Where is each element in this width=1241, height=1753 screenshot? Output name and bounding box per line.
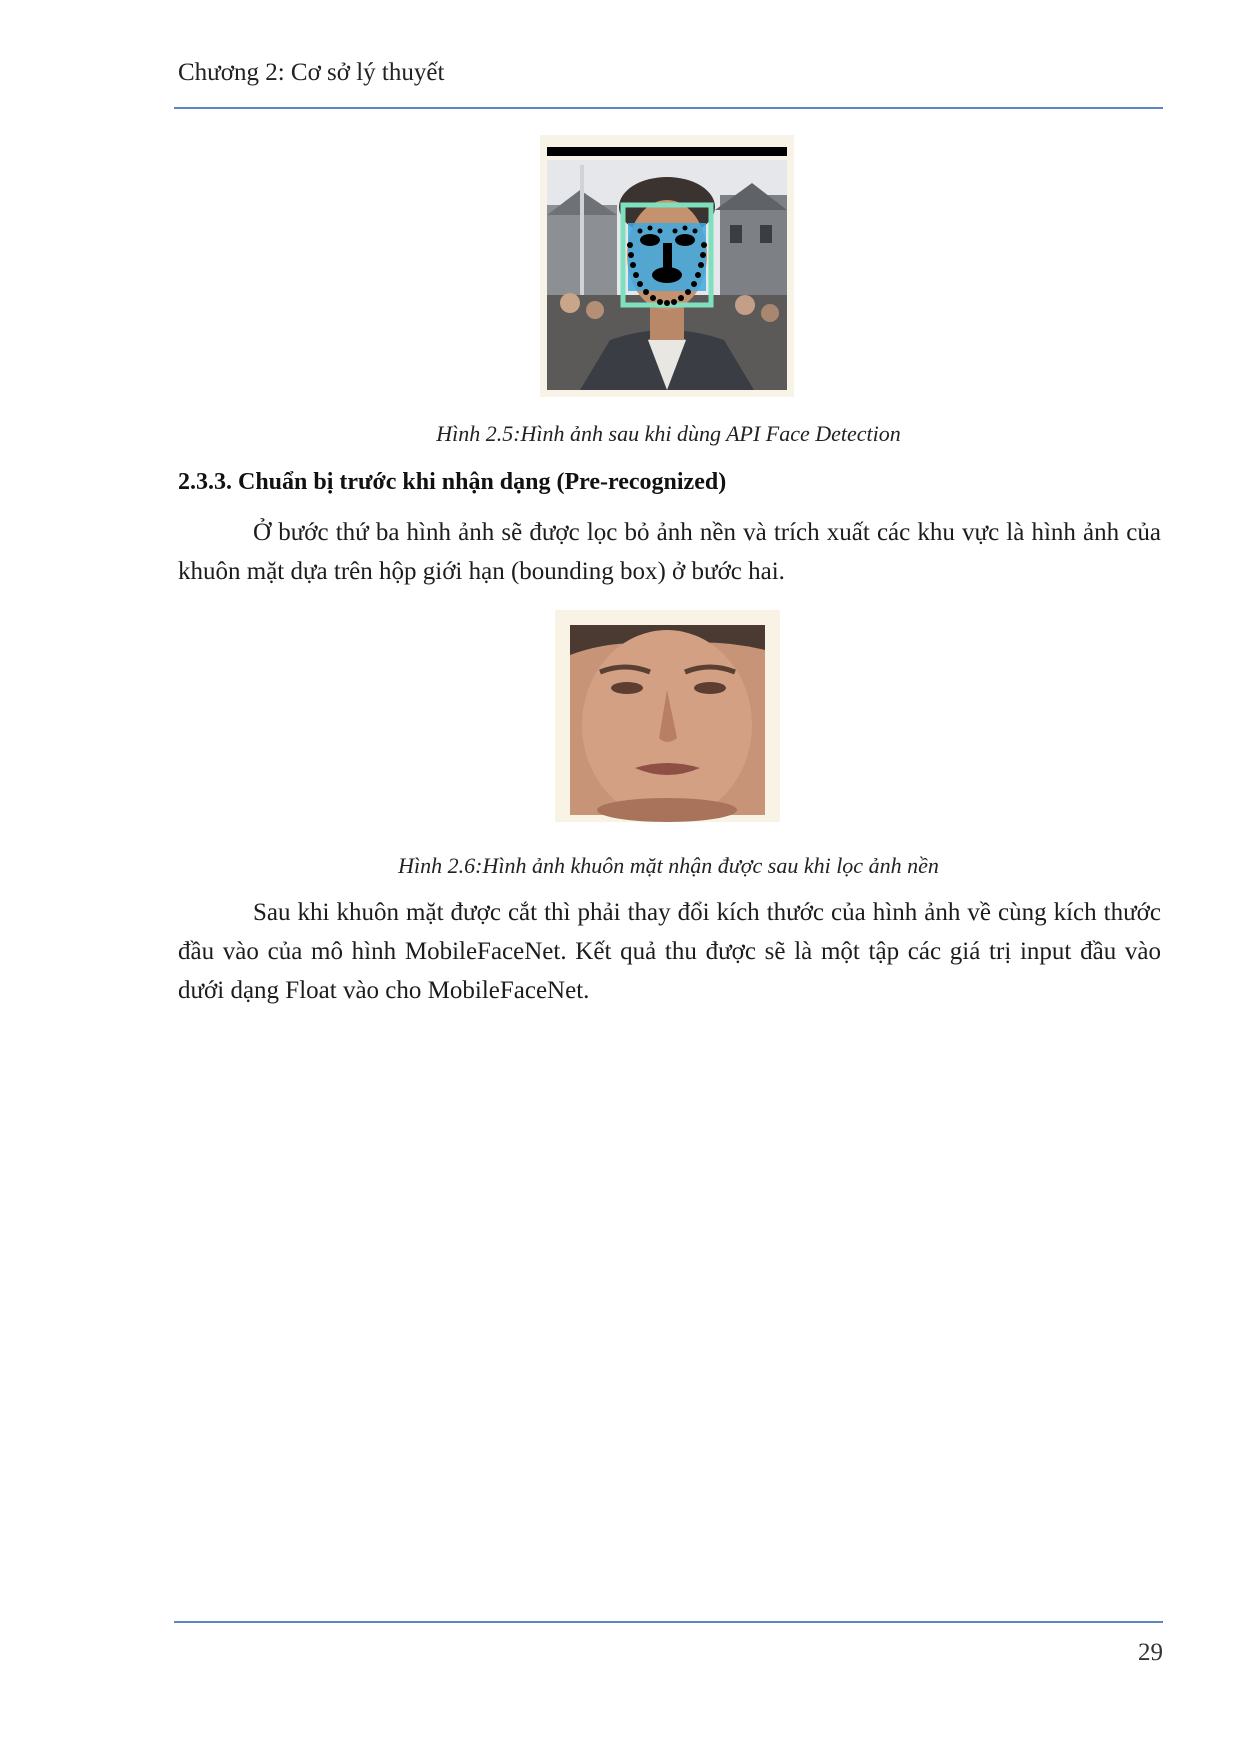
figure-cropped-face xyxy=(555,610,780,822)
figure-caption-2-5: Hình 2.5:Hình ảnh sau khi dùng API Face Detection xyxy=(436,421,901,446)
page-number: 29 xyxy=(1138,1639,1163,1666)
header-rule xyxy=(174,107,1163,109)
body-paragraph: Sau khi khuôn mặt được cắt thì phải thay đổi kích thước của hình ảnh về cùng kích thước đầu vào của mô hình MobileFaceNet. Kết quả thu được sẽ là một tập các giá trị input đầu vào dưới dạng Float vào cho MobileFaceNet. xyxy=(178,899,1161,1004)
footer-rule xyxy=(174,1621,1163,1623)
page-header-title: Chương 2: Cơ sở lý thuyết xyxy=(178,59,445,86)
figure-face-detection xyxy=(540,135,794,397)
body-paragraph: Ở bước thứ ba hình ảnh sẽ được lọc bỏ ảnh nền và trích xuất các khu vực là hình ảnh của khuôn mặt dựa trên hộp giới hạn (bounding box) ở bước hai. xyxy=(178,519,1161,585)
figure-caption-2-6: Hình 2.6:Hình ảnh khuôn mặt nhận được sau khi lọc ảnh nền xyxy=(398,853,939,878)
section-heading: 2.3.3. Chuẩn bị trước khi nhận dạng (Pre-recognized) xyxy=(178,469,727,495)
